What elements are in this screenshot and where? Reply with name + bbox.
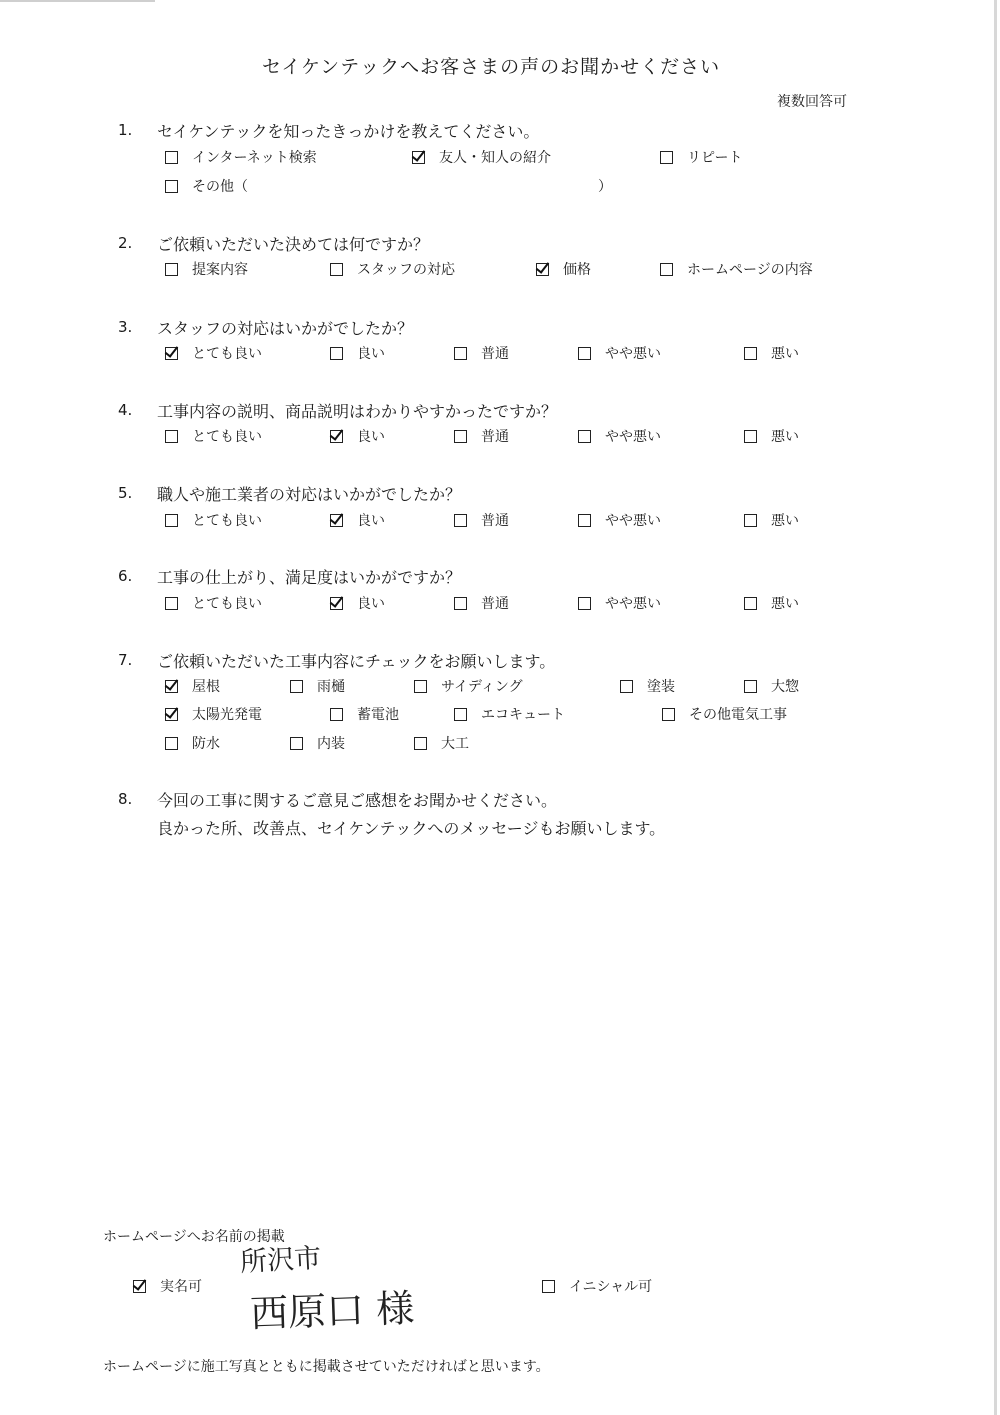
option-staff[interactable] bbox=[330, 259, 455, 279]
checkbox[interactable] bbox=[744, 514, 757, 527]
checkbox[interactable] bbox=[660, 263, 673, 276]
option-label: 悪い bbox=[771, 596, 799, 612]
option-repeat[interactable] bbox=[660, 147, 742, 167]
question-number: 3. bbox=[118, 318, 133, 336]
option-label: とても良い bbox=[192, 596, 262, 612]
option-roof[interactable] bbox=[165, 676, 220, 696]
checkbox[interactable] bbox=[412, 151, 425, 164]
checkbox[interactable] bbox=[165, 737, 178, 750]
option-label: 蓄電池 bbox=[357, 707, 399, 723]
option-battery[interactable] bbox=[330, 704, 399, 724]
checkbox[interactable] bbox=[744, 347, 757, 360]
question-text: ご依頼いただいた工事内容にチェックをお願いします。 bbox=[157, 652, 556, 671]
checkbox[interactable] bbox=[662, 708, 675, 721]
checkbox[interactable] bbox=[454, 597, 467, 610]
option-gutter[interactable] bbox=[290, 676, 345, 696]
option-label: インターネット検索 bbox=[192, 150, 317, 166]
option-painting[interactable] bbox=[620, 676, 675, 696]
checkbox[interactable] bbox=[620, 680, 633, 693]
question-text: セイケンテックを知ったきっかけを教えてください。 bbox=[157, 122, 540, 141]
option-label: スタッフの対応 bbox=[357, 262, 455, 278]
option-label: 屋根 bbox=[192, 679, 220, 695]
checkbox[interactable] bbox=[330, 514, 343, 527]
question-text: 今回の工事に関するご意見ご感想をお聞かせください。 bbox=[157, 791, 558, 810]
checkbox[interactable] bbox=[454, 430, 467, 443]
option-carpentry[interactable] bbox=[414, 733, 469, 753]
option-label: 普通 bbox=[481, 346, 509, 362]
scan-edge-mark bbox=[0, 0, 155, 2]
option-label: 悪い bbox=[771, 346, 799, 362]
option-label: とても良い bbox=[192, 346, 262, 362]
scan-edge-line bbox=[994, 0, 997, 1415]
option-label: 提案内容 bbox=[192, 262, 248, 278]
option-very-good[interactable] bbox=[165, 343, 262, 363]
multiple-answers-note: 複数回答可 bbox=[777, 94, 847, 110]
option-somewhat-bad[interactable] bbox=[578, 426, 661, 446]
question-number: 8. bbox=[118, 790, 133, 808]
option-label: 雨樋 bbox=[317, 679, 345, 695]
checkbox[interactable] bbox=[330, 597, 343, 610]
option-good[interactable] bbox=[330, 343, 385, 363]
checkbox[interactable] bbox=[454, 514, 467, 527]
question-text: 職人や施工業者の対応はいかがでしたか？ bbox=[157, 485, 462, 504]
option-bad[interactable] bbox=[744, 426, 799, 446]
option-proposal[interactable] bbox=[165, 259, 248, 279]
option-label: 良い bbox=[357, 513, 385, 529]
option-bad[interactable] bbox=[744, 343, 799, 363]
checkbox[interactable] bbox=[542, 1280, 555, 1293]
checkbox[interactable] bbox=[454, 347, 467, 360]
checkbox[interactable] bbox=[165, 597, 178, 610]
footer-note: ホームページに施工写真とともに掲載させていただければと思います。 bbox=[103, 1359, 550, 1375]
option-somewhat-bad[interactable] bbox=[578, 343, 661, 363]
option-label: 良い bbox=[357, 596, 385, 612]
checkbox[interactable] bbox=[165, 180, 178, 193]
option-label: 価格 bbox=[563, 262, 591, 278]
option-good[interactable] bbox=[330, 426, 385, 446]
option-very-good[interactable] bbox=[165, 510, 262, 530]
checkbox[interactable] bbox=[290, 737, 303, 750]
option-bad[interactable] bbox=[744, 593, 799, 613]
question-number: 5. bbox=[118, 484, 133, 502]
question-text: ご依頼いただいた決めては何ですか？ bbox=[157, 235, 430, 254]
question-number: 1. bbox=[118, 121, 133, 139]
option-bad[interactable] bbox=[744, 510, 799, 530]
checkbox[interactable] bbox=[165, 514, 178, 527]
option-real-name[interactable] bbox=[133, 1276, 202, 1296]
other-close-paren: ） bbox=[598, 179, 612, 195]
option-label: とても良い bbox=[192, 429, 262, 445]
question-number: 2. bbox=[118, 234, 133, 252]
checkbox[interactable] bbox=[330, 708, 343, 721]
checkbox[interactable] bbox=[744, 597, 757, 610]
checkbox[interactable] bbox=[290, 680, 303, 693]
option-other-electrical[interactable] bbox=[662, 704, 787, 724]
option-label: エコキュート bbox=[481, 707, 565, 723]
option-label: 悪い bbox=[771, 513, 799, 529]
option-label: 良い bbox=[357, 346, 385, 362]
option-average[interactable] bbox=[454, 510, 509, 530]
checkbox[interactable] bbox=[578, 347, 591, 360]
checkbox[interactable] bbox=[165, 430, 178, 443]
option-label: とても良い bbox=[192, 513, 262, 529]
option-somewhat-bad[interactable] bbox=[578, 593, 661, 613]
option-label: 友人・知人の紹介 bbox=[439, 150, 551, 166]
option-label: 太陽光発電 bbox=[192, 707, 262, 723]
checkbox[interactable] bbox=[165, 151, 178, 164]
option-average[interactable] bbox=[454, 426, 509, 446]
option-label: やや悪い bbox=[605, 429, 661, 445]
option-label: やや悪い bbox=[605, 513, 661, 529]
option-label: 普通 bbox=[481, 513, 509, 529]
option-interior[interactable] bbox=[290, 733, 345, 753]
option-ecocute[interactable] bbox=[454, 704, 565, 724]
option-good[interactable] bbox=[330, 593, 385, 613]
option-other[interactable] bbox=[165, 176, 248, 196]
option-label: 防水 bbox=[192, 736, 220, 752]
checkbox[interactable] bbox=[578, 514, 591, 527]
question-text: スタッフの対応はいかがでしたか？ bbox=[157, 319, 414, 338]
page-title: セイケンテックへお客さまの声のお聞かせください bbox=[262, 56, 721, 78]
checkbox[interactable] bbox=[165, 708, 178, 721]
checkbox[interactable] bbox=[165, 263, 178, 276]
question-text: 工事内容の説明、商品説明はわかりやすかったですか？ bbox=[157, 402, 558, 421]
checkbox[interactable] bbox=[744, 680, 757, 693]
option-label: 大工 bbox=[441, 736, 469, 752]
option-label: 普通 bbox=[481, 596, 509, 612]
checkbox[interactable] bbox=[536, 263, 549, 276]
option-price[interactable] bbox=[536, 259, 591, 279]
option-label: やや悪い bbox=[605, 596, 661, 612]
checkbox[interactable] bbox=[660, 151, 673, 164]
option-friend-referral[interactable] bbox=[412, 147, 551, 167]
option-solar[interactable] bbox=[165, 704, 262, 724]
option-homepage[interactable] bbox=[660, 259, 813, 279]
checkbox[interactable] bbox=[578, 597, 591, 610]
checkbox[interactable] bbox=[330, 263, 343, 276]
checkbox[interactable] bbox=[133, 1280, 146, 1293]
option-label: リピート bbox=[687, 150, 743, 166]
handwritten-city: 所沢市 bbox=[239, 1242, 322, 1279]
option-label: 塗装 bbox=[647, 679, 675, 695]
option-label: イニシャル可 bbox=[569, 1279, 653, 1295]
option-very-good[interactable] bbox=[165, 593, 262, 613]
homepage-name-heading: ホームページへお名前の掲載 bbox=[103, 1229, 285, 1245]
checkbox[interactable] bbox=[414, 680, 427, 693]
option-good[interactable] bbox=[330, 510, 385, 530]
option-siding[interactable] bbox=[414, 676, 523, 696]
option-average[interactable] bbox=[454, 343, 509, 363]
checkbox[interactable] bbox=[578, 430, 591, 443]
option-label: その他電気工事 bbox=[689, 707, 787, 723]
checkbox[interactable] bbox=[414, 737, 427, 750]
handwritten-name: 西原口 様 bbox=[249, 1286, 415, 1336]
option-label: 内装 bbox=[317, 736, 345, 752]
option-label: 悪い bbox=[771, 429, 799, 445]
checkbox[interactable] bbox=[165, 347, 178, 360]
option-initials[interactable] bbox=[542, 1276, 652, 1296]
option-label: 良い bbox=[357, 429, 385, 445]
option-internet-search[interactable] bbox=[165, 147, 317, 167]
option-window[interactable] bbox=[744, 676, 799, 696]
option-label: 大惣 bbox=[771, 679, 799, 695]
checkbox[interactable] bbox=[330, 347, 343, 360]
option-label: その他（ bbox=[192, 179, 248, 195]
option-label: 普通 bbox=[481, 429, 509, 445]
question-number: 4. bbox=[118, 401, 133, 419]
option-waterproof[interactable] bbox=[165, 733, 220, 753]
question-text-2: 良かった所、改善点、セイケンテックへのメッセージもお願いします。 bbox=[157, 819, 666, 838]
option-label: ホームページの内容 bbox=[687, 262, 813, 278]
option-average[interactable] bbox=[454, 593, 509, 613]
checkbox[interactable] bbox=[330, 430, 343, 443]
checkbox[interactable] bbox=[454, 708, 467, 721]
question-number: 7. bbox=[118, 651, 133, 669]
question-text: 工事の仕上がり、満足度はいかがですか？ bbox=[157, 568, 462, 587]
option-label: サイディング bbox=[441, 679, 523, 695]
option-very-good[interactable] bbox=[165, 426, 262, 446]
option-label: 実名可 bbox=[160, 1279, 202, 1295]
option-label: やや悪い bbox=[605, 346, 661, 362]
checkbox[interactable] bbox=[744, 430, 757, 443]
question-number: 6. bbox=[118, 567, 133, 585]
option-somewhat-bad[interactable] bbox=[578, 510, 661, 530]
checkbox[interactable] bbox=[165, 680, 178, 693]
